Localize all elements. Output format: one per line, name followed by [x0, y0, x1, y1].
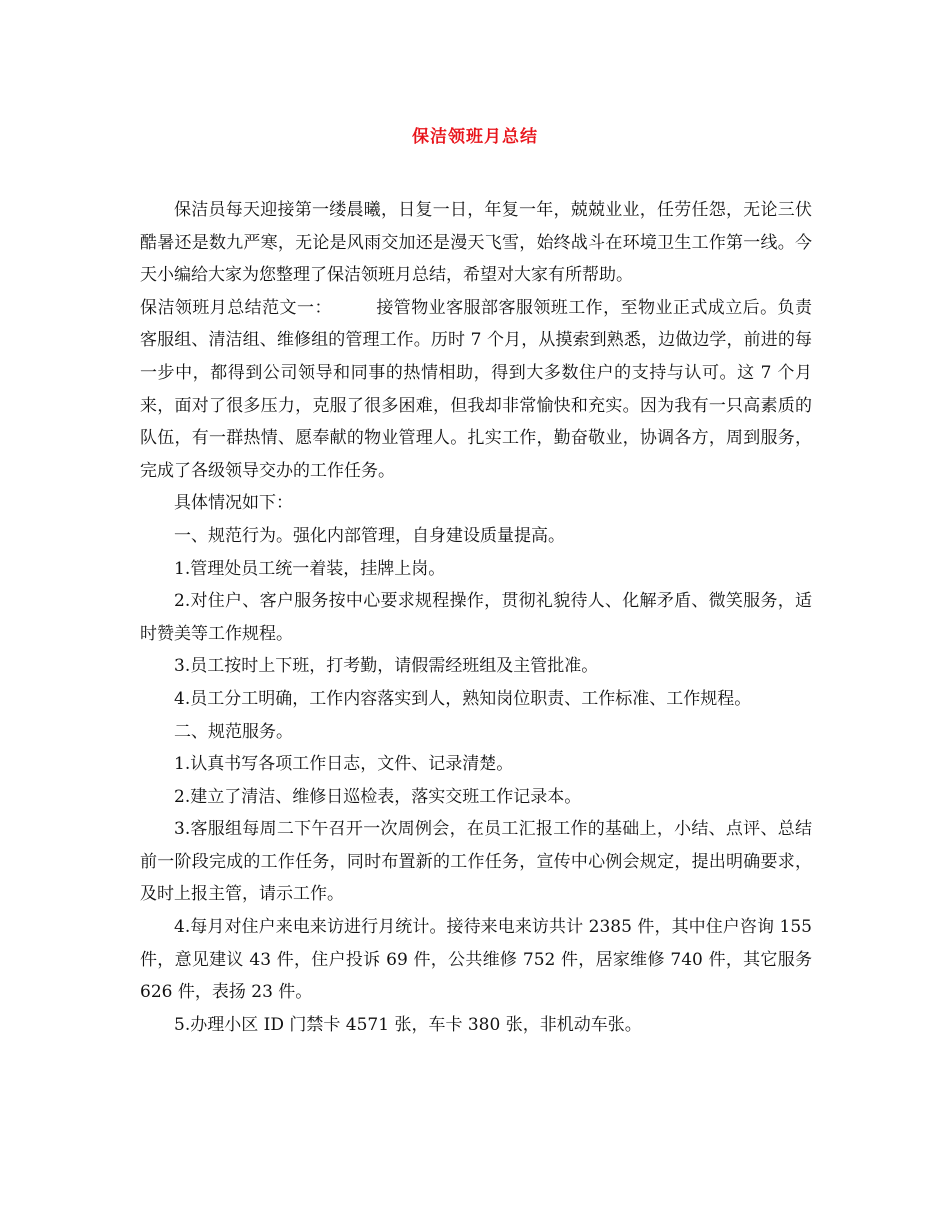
list-item: 2.建立了清洁、维修日巡检表，落实交班工作记录本。	[174, 786, 582, 807]
paragraph-sample-one-text: 接管物业客服部客服领班工作，至物业正式成立后。负责客服组、清洁组、维修组的管理工作。历时 7 个月，从摸索到熟悉，边做边学，前进的每一步中，都得到公司领导和同事的热情相助，得到大多数住户的支持与认可。这 7 个月来，面对了很多压力，克服了很多困难，但我却非常愉快和充实。因为我有一只高素质的队伍，有一群热情、愿奉献的物业管理人。扎实工作，勤奋敬业，协调各方，周到服务，完成了各级领导交办的工作任务。	[140, 297, 813, 481]
list-item: 1.管理处员工统一着装，挂牌上岗。	[174, 558, 446, 579]
section-heading-standardize-behavior: 一、规范行为。强化内部管理，自身建设质量提高。	[174, 525, 565, 546]
list-item: 3.员工按时上下班，打考勤，请假需经班组及主管批准。	[174, 656, 599, 677]
list-item: 4.每月对住户来电来访进行月统计。接待来电来访共计 2385 件，其中住户咨询 155 件，意见建议 43 件，住户投诉 69 件，公共维修 752 件，居家维修 740 件，其它服务 626 件，表扬 23 件。	[140, 917, 812, 1003]
list-item: 5.办理小区 ID 门禁卡 4571 张，车卡 380 张，非机动车张。	[174, 1014, 642, 1035]
list-item: 2.对住户、客户服务按中心要求规程操作，贯彻礼貌待人、化解矛盾、微笑服务，适时赞美等工作规程。	[140, 591, 812, 644]
section-heading-standardize-service: 二、规范服务。	[174, 721, 293, 742]
document-body	[140, 194, 812, 1041]
list-item: 3.客服组每周二下午召开一次周例会，在员工汇报工作的基础上，小结、点评、总结前一阶段完成的工作任务，同时布置新的工作任务，宣传中心例会规定，提出明确要求，及时上报主管，请示工作。	[140, 819, 812, 905]
paragraph-lead: 保洁领班月总结范文一：	[140, 297, 332, 318]
paragraph-details-heading: 具体情况如下：	[174, 493, 293, 514]
list-item: 4.员工分工明确，工作内容落实到人，熟知岗位职责、工作标准、工作规程。	[174, 688, 752, 709]
document-title: 保洁领班月总结	[412, 127, 538, 147]
list-item: 1.认真书写各项工作日志，文件、记录清楚。	[174, 754, 514, 775]
paragraph-sample-one	[140, 292, 812, 488]
paragraph-intro: 保洁员每天迎接第一缕晨曦，日复一日，年复一年，兢兢业业，任劳任怨，无论三伏酷暑还是数九严寒，无论是风雨交加还是漫天飞雪，始终战斗在环境卫生工作第一线。今天小编给大家为您整理了保洁领班月总结，希望对大家有所帮助。	[140, 200, 812, 286]
